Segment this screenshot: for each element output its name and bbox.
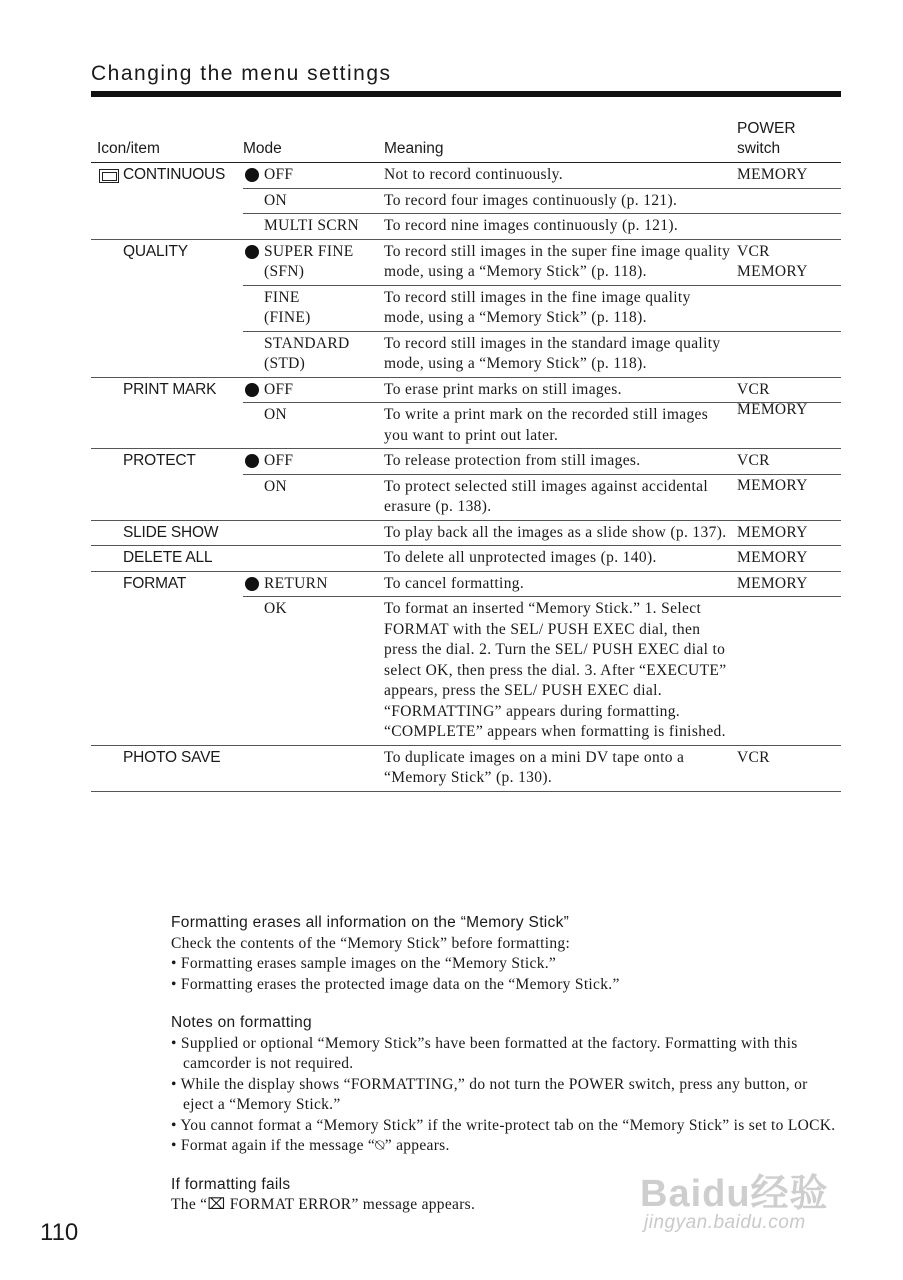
mode-row: To duplicate images on a mini DV tape onto a “Memory Stick” (p. 130). — [384, 748, 685, 786]
mode-row: MULTI SCRN To record nine images continuously (p. 121). — [243, 213, 841, 239]
mode-row: SUPER FINE (SFN) To record still images in the super fine image quality mode, using a “Memory Stick” (p. 118). — [243, 240, 841, 285]
mode-row: OFF To erase print marks on still images. — [243, 378, 841, 403]
item-label: PROTECT — [123, 452, 196, 469]
power-switch-value: VCR MEMORY — [737, 242, 808, 280]
mode-row: RETURN To cancel formatting. — [243, 572, 841, 597]
item-label: PRINT MARK — [123, 380, 217, 398]
mode-row: OFF Not to record continuously. — [243, 163, 841, 188]
note-title: Notes on formatting — [171, 1014, 312, 1031]
item-label: FORMAT — [123, 574, 187, 592]
default-marker-icon — [245, 454, 259, 468]
watermark — [640, 1148, 850, 1248]
note-title: If formatting fails — [171, 1175, 291, 1193]
camera-icon — [99, 169, 119, 183]
note-formatting — [171, 1013, 841, 1157]
header-meaning: Meaning — [384, 140, 444, 157]
mode-row: ON To write a print mark on the recorded still images you want to print out later. — [243, 402, 841, 448]
mode-row: To delete all unprotected images (p. 140). — [384, 549, 657, 566]
mode-row: FINE (FINE) To record still images in the fine image quality mode, using a “Memory Stick” (p. 118). — [243, 285, 841, 331]
list-item: • Formatting erases sample images on the “Memory Stick.” — [171, 955, 557, 972]
list-item: • You cannot format a “Memory Stick” if the write-protect tab on the “Memory Stick” is set to LOCK. — [171, 1116, 836, 1134]
table-row-photo-save — [91, 746, 841, 792]
table-row-quality — [91, 240, 841, 378]
list-item: • While the display shows “FORMATTING,” do not turn the POWER switch, press any button, or eject a “Memory Stick.” — [171, 1075, 808, 1113]
header-rule — [91, 91, 841, 97]
mode-row: STANDARD (STD) To record still images in the standard image quality mode, using a “Memory Stick” (p. 118). — [243, 331, 841, 377]
list-item: • Supplied or optional “Memory Stick”s have been formatted at the factory. Formatting with this camcorder is not required. — [171, 1034, 798, 1072]
default-marker-icon — [245, 577, 259, 591]
mode-row: To play back all the images as a slide show (p. 137). — [384, 523, 727, 541]
power-switch-value: MEMORY — [737, 549, 808, 566]
header-power-switch: POWER switch — [737, 120, 796, 157]
table-header — [91, 118, 841, 163]
power-switch-value: VCR — [737, 748, 770, 766]
item-label: QUALITY — [123, 242, 188, 260]
header-icon-item: Icon/item — [97, 140, 160, 157]
power-switch-value: MEMORY — [737, 574, 808, 592]
table-row-continuous — [91, 163, 841, 240]
menu-settings-table — [91, 118, 841, 792]
list-item: • Format again if the message “⍉” appears. — [171, 1137, 450, 1154]
mode-row: OFF To release protection from still images. — [243, 449, 841, 474]
item-label: SLIDE SHOW — [123, 523, 219, 541]
note-fails: If formatting fails The “⌧ FORMAT ERROR” message appears. — [171, 1175, 841, 1216]
table-row-delete-all — [91, 546, 841, 572]
baidu-logo-icon: Baidu经验 — [640, 1173, 829, 1215]
table-row-slide-show — [91, 521, 841, 547]
default-marker-icon — [245, 168, 259, 182]
default-marker-icon — [245, 383, 259, 397]
header-mode: Mode — [243, 140, 282, 157]
page-number: 110 — [40, 1219, 79, 1246]
table-row-format — [91, 572, 841, 746]
page-title: Changing the menu settings — [91, 62, 392, 85]
note-erase: Formatting erases all information on the “Memory Stick” Check the contents of the “Memory Stick” before formatting: • Formatting erases sample images on the “Memory Stick.” • Formatting erases the protected image data on the “Memory Stick.” — [171, 913, 841, 995]
power-switch-value: VCR MEMORY — [737, 380, 808, 418]
watermark-url: jingyan.baidu.com — [644, 1212, 806, 1233]
list-item: • Formatting erases the protected image data on the “Memory Stick.” — [171, 975, 620, 993]
mode-row: ON To protect selected still images against accidental erasure (p. 138). — [243, 474, 841, 520]
power-switch-value: MEMORY — [737, 523, 808, 541]
item-label: CONTINUOUS — [123, 166, 226, 183]
power-switch-value: VCR MEMORY — [737, 452, 808, 494]
mode-row: OK To format an inserted “Memory Stick.” 1. Select FORMAT with the SEL/ PUSH EXEC dial, then press the dial. 2. Turn the SEL/ PUSH EXEC dial to select OK, then press the dial. 3. After “EXECUTE” appears, press the SEL/ PUSH EXEC dial. “FORMATTING” appears during formatting. “COMPLETE” appears when formatting is finished. — [243, 596, 841, 745]
mode-row: ON To record four images continuously (p. 121). — [243, 188, 841, 214]
table-row-protect — [91, 449, 841, 521]
item-label: DELETE ALL — [123, 549, 213, 566]
note-title: Formatting erases all information on the “Memory Stick” — [171, 914, 570, 931]
power-switch-value: MEMORY — [737, 166, 808, 183]
table-row-print-mark — [91, 378, 841, 450]
item-label: PHOTO SAVE — [123, 748, 221, 766]
default-marker-icon — [245, 245, 259, 259]
